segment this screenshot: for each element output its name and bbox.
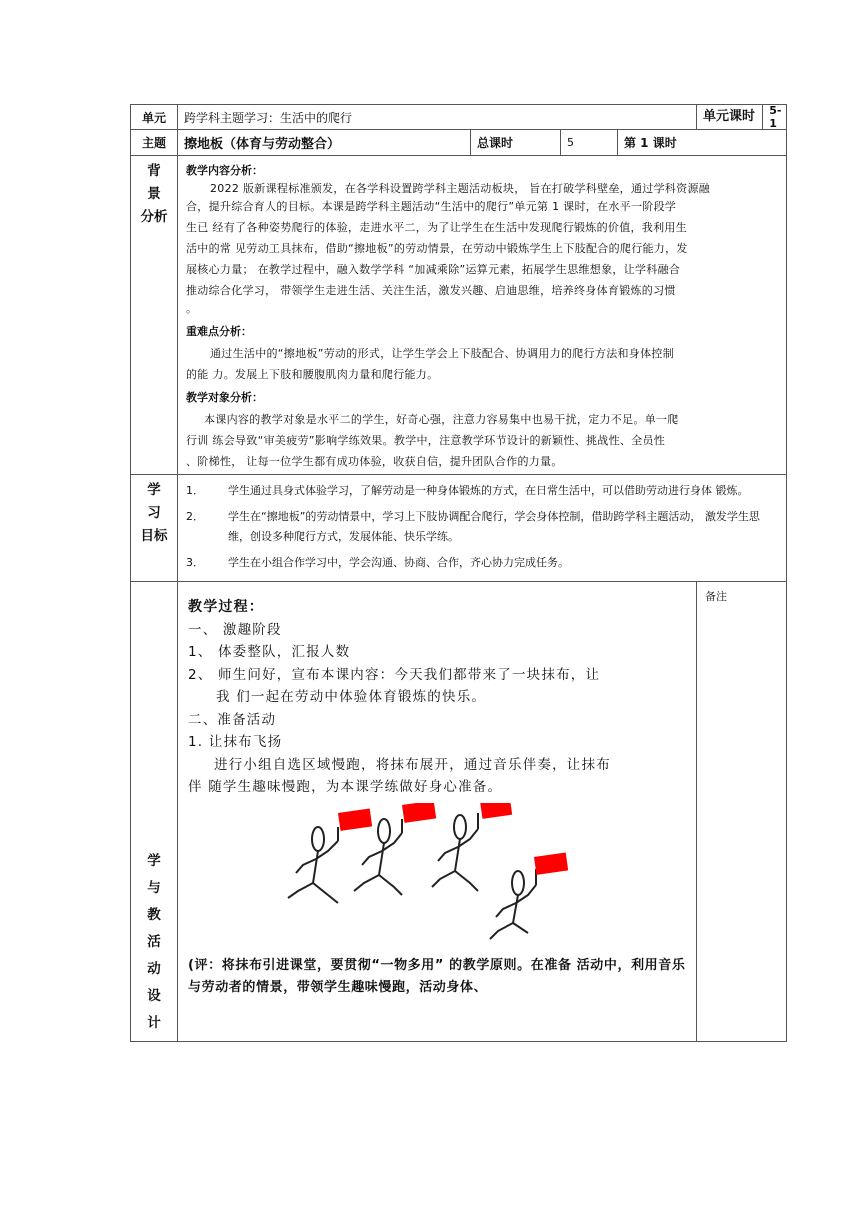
runner-figure-3 (432, 815, 478, 891)
process-line: 1. 让抹布飞扬 (188, 734, 283, 750)
flag-4 (534, 852, 568, 884)
goals-row (131, 475, 787, 582)
goal-number: 2． (186, 510, 204, 523)
content-line: 活中的常 见劳动工具抹布，借助“擦地板”的劳动情景，在劳动中锻炼学生上下肢配合的爬行能力，发 (186, 242, 688, 255)
unit-row (131, 105, 787, 130)
goal-item (186, 481, 780, 501)
content-analysis-title: 教学内容分析： (186, 164, 263, 177)
goal-text: 学生在小组合作学习中，学会沟通、协商、合作，齐心协力完成任务。 (228, 556, 569, 569)
content-line: 推动综合化学习， 带领学生走进生活、关注生活，激发兴趣、启迪思维，培养终身体育锻炼的习惯 (186, 284, 676, 297)
lesson-plan-table (130, 104, 787, 1042)
design-label-char: 设 (147, 988, 161, 1004)
design-row (131, 582, 787, 1042)
design-label-char: 活 (147, 934, 161, 950)
object-line: 本课内容的教学对象是水平二的学生，好奇心强，注意力容易集中也易干扰，定力不足。单一爬 (204, 413, 679, 426)
evaluation-note: (评：将抹布引进课堂，要贯彻“一物多用” 的教学原则。在准备 活动中，利用音乐与劳动者的情景，带领学生趣味慢跑，活动身体、 (188, 957, 686, 995)
design-label (131, 848, 177, 1037)
flag-3 (478, 803, 512, 829)
total-hours-label: 总课时 (471, 130, 561, 156)
lesson-label: 第 1 课时 (618, 130, 787, 156)
goal-item (186, 553, 780, 573)
topic-value: 擦地板（体育与劳动整合） (178, 130, 471, 156)
background-label-char: 背 (147, 163, 161, 179)
object-line: 、阶梯性， 让每一位学生都有成功体验，收获自信，提升团队合作的力量。 (186, 455, 563, 468)
unit-hours-value: 5-1 (769, 104, 782, 130)
design-label-char: 学 (147, 853, 161, 869)
goals-label-char: 目标 (140, 528, 168, 544)
content-line: 生已 经有了各种姿势爬行的体验，走进水平二，为了让学生在生活中发现爬行锻炼的价值，我利用生 (186, 221, 687, 234)
goals-label (131, 479, 177, 548)
runner-figure-2 (354, 819, 402, 895)
content-line: 合，提升综合育人的目标。本课是跨学科主题活动“生活中的爬行”单元第 1 课时，在水平一阶段学 (186, 200, 677, 213)
process-title: 教学过程： (188, 599, 264, 615)
content-line: 展核心力量； 在教学过程中，融入数学学科 “加减乘除”运算元素，拓展学生思维想象，让学科融合 (186, 263, 681, 276)
process-line: 我 们一起在劳动中体验体育锻炼的快乐。 (216, 689, 487, 705)
content-line: 2022 版新课程标准颁发，在各学科设置跨学科主题活动板块， 旨在打破学科壁垒，通过学科资源融 (210, 182, 711, 195)
design-label-char: 教 (147, 907, 161, 923)
key-analysis-title: 重难点分析： (186, 325, 252, 338)
design-label-char: 与 (147, 880, 161, 896)
object-line: 行训 练会导致“审美疲劳”影响学练效果。教学中，注意教学环节设计的新颖性、挑战性、全员性 (186, 434, 666, 447)
process-line: 进行小组自选区域慢跑，将抹布展开，通过音乐伴奏，让抹布 (214, 756, 611, 773)
flag-1 (338, 808, 372, 840)
process-block (188, 596, 690, 799)
goal-text: 学生在“擦地板”的劳动情景中，学习上下肢协调配合爬行，学会身体控制，借助跨学科主题活动， 激发学生思维，创设多种爬行方式，发展体能、快乐学练。 (228, 510, 760, 543)
total-hours-value: 5 (561, 130, 618, 156)
unit-label: 单元 (131, 105, 178, 130)
process-line: 伴 随学生趣味慢跑，为本课学练做好身心准备。 (188, 779, 503, 795)
key-line: 的能 力。发展上下肢和腰腹肌肉力量和爬行能力。 (186, 368, 439, 381)
goals-content (178, 475, 787, 582)
key-line: 通过生活中的“擦地板”劳动的形式，让学生学会上下肢配合、协调用力的爬行方法和身体控制 (210, 347, 674, 360)
design-label-char: 计 (147, 1015, 161, 1031)
background-label-char: 景 (147, 186, 161, 202)
goals-label-char: 习 (147, 505, 161, 521)
remarks-cell (697, 582, 787, 1042)
flag-2 (402, 803, 436, 833)
content-line: 。 (186, 302, 198, 315)
process-line: 1、 体委整队，汇报人数 (188, 644, 351, 660)
goal-number: 3． (186, 556, 204, 569)
unit-hours-label: 单元课时 (697, 105, 763, 129)
design-content (178, 582, 697, 1042)
unit-value: 跨学科主题学习：生活中的爬行 (178, 105, 697, 130)
lesson-plan (130, 104, 786, 1042)
remarks-label: 备注 (705, 590, 728, 603)
background-label (131, 160, 177, 229)
design-label-char: 动 (147, 961, 161, 977)
background-label-char: 分析 (140, 209, 168, 225)
background-row (131, 156, 787, 475)
goals-label-char: 学 (147, 482, 161, 498)
process-line: 2、 师生问好，宣布本课内容：今天我们都带来了一块抹布，让 (188, 666, 601, 683)
process-line: 一、 激趣阶段 (188, 621, 282, 638)
process-line: 二、准备活动 (188, 711, 277, 728)
runner-figure-1 (288, 827, 338, 903)
topic-row (131, 130, 787, 156)
runner-figure-4 (490, 871, 536, 939)
goal-number: 1． (186, 484, 204, 497)
goal-item (186, 507, 780, 547)
object-analysis-title: 教学对象分析： (186, 391, 263, 404)
topic-label: 主题 (131, 130, 178, 156)
background-content (178, 156, 787, 475)
goal-text: 学生通过具身式体验学习，了解劳动是一种身体锻炼的方式，在日常生活中，可以借助劳动进行身体 锻炼。 (228, 484, 749, 497)
running-children-illustration (188, 803, 588, 943)
